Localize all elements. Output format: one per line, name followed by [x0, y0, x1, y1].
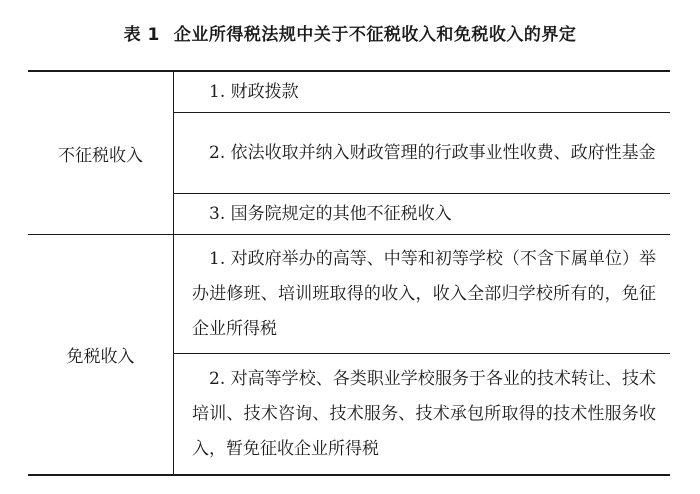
- table-cell: [174, 235, 671, 354]
- table-row: [28, 71, 670, 113]
- table-row: [28, 235, 670, 354]
- item-text: 2. 对高等学校、各类职业学校服务于各业的技术转让、技术培训、技术咨询、技术服务、技术承包所取得的技术性服务收入，暂免征收企业所得税: [192, 368, 656, 459]
- table-cell: [174, 194, 671, 235]
- table-title: 企业所得税法规中关于不征税收入和免税收入的界定: [173, 25, 577, 45]
- table-number: 表 1: [123, 25, 160, 45]
- category-tax-exempt: 免税收入: [28, 235, 174, 476]
- item-text: 1. 财政拨款: [209, 81, 299, 102]
- item-text: 3. 国务院规定的其他不征税收入: [209, 203, 452, 224]
- table-caption: [0, 20, 700, 45]
- table-cell: [174, 354, 671, 476]
- item-text: 2. 依法收取并纳入财政管理的行政事业性收费、政府性基金: [209, 142, 656, 163]
- table-cell: [174, 71, 671, 113]
- category-non-taxable: 不征税收入: [28, 71, 174, 235]
- definition-table: [28, 70, 670, 476]
- table-cell: [174, 113, 671, 194]
- item-text: 1. 对政府举办的高等、中等和初等学校（不含下属单位）举办进修班、培训班取得的收入，收入全部归学校所有的，免征企业所得税: [192, 248, 656, 339]
